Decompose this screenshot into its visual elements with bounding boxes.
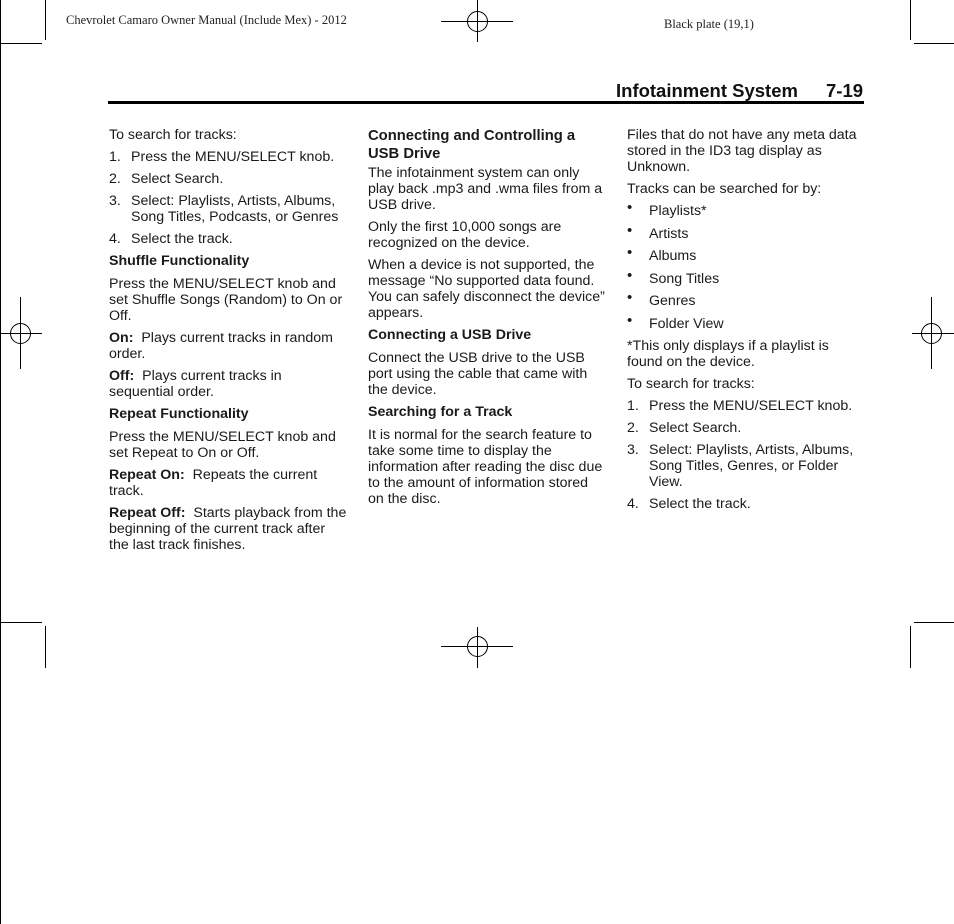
paragraph: The infotainment system can only play back .mp3 and .wma files from a USB drive. (368, 165, 603, 213)
column-3 (627, 127, 867, 518)
paragraph: Only the first 10,000 songs are recognized on the device. (368, 219, 562, 251)
search-steps (109, 149, 347, 247)
manual-title: Chevrolet Camaro Owner Manual (Include Mex) - 2012 (66, 13, 347, 27)
usb-heading: Connecting and Controlling a USB Drive (368, 128, 576, 162)
list-item: 1. Press the MENU/SELECT knob. (627, 398, 853, 414)
list-item: • Song Titles (627, 266, 720, 287)
shuffle-on: On: Plays current tracks in random order. (109, 330, 333, 362)
search-by-list (627, 199, 867, 332)
list-item: 3. Select: Playlists, Artists, Albums, Song Titles, Genres, or Folder View. (627, 442, 854, 490)
paragraph: When a device is not supported, the message “No supported data found. You can safely disconnect the device” appears. (368, 257, 605, 321)
list-item: 2. Select Search. (109, 171, 224, 187)
search-track-heading: Searching for a Track (368, 404, 513, 420)
list-item: • Playlists* (627, 199, 707, 219)
footnote: *This only displays if a playlist is found on the device. (627, 338, 829, 370)
search-intro: To search for tracks: (109, 127, 237, 143)
paragraph: Files that do not have any meta data stored in the ID3 tag display as Unknown. (627, 127, 857, 175)
bullet-icon: • (627, 199, 633, 216)
shuffle-heading: Shuffle Functionality (109, 253, 250, 269)
crop-mark (914, 622, 954, 623)
column-2 (368, 127, 606, 513)
list-item: 2. Select Search. (627, 420, 742, 436)
search-steps (627, 398, 867, 512)
bullet-icon: • (627, 289, 633, 306)
column-1 (109, 127, 347, 559)
crop-mark (910, 0, 911, 40)
shuffle-off: Off: Plays current tracks in sequential order. (109, 368, 282, 400)
crop-mark (914, 43, 954, 44)
crop-mark (0, 622, 42, 623)
paragraph: Connect the USB drive to the USB port using the cable that came with the device. (368, 350, 588, 398)
bullet-icon: • (627, 266, 633, 284)
repeat-on: Repeat On: Repeats the current track. (109, 467, 318, 499)
list-item: • Folder View (627, 311, 724, 332)
column-divider (0, 0, 1, 462)
repeat-off: Repeat Off: Starts playback from the beginning of the current track after the last track finishes. (109, 505, 347, 553)
crop-mark (45, 626, 46, 668)
bullet-icon: • (627, 244, 633, 261)
title-rule (108, 101, 864, 104)
list-item: • Albums (627, 244, 697, 264)
column-divider (0, 462, 1, 924)
bullet-icon: • (627, 311, 633, 329)
section-title: Infotainment System (616, 80, 798, 101)
paragraph: Tracks can be searched for by: (627, 181, 822, 197)
crop-mark (910, 626, 911, 668)
bullet-icon: • (627, 221, 633, 239)
list-item: 4. Select the track. (109, 231, 233, 247)
crop-mark (0, 43, 42, 44)
paragraph: It is normal for the search feature to take some time to display the information after reading the disc due to the amount of information stored on the disc. (368, 427, 603, 507)
list-item: • Artists (627, 221, 689, 242)
connect-usb-heading: Connecting a USB Drive (368, 327, 532, 343)
plate-label: Black plate (19,1) (664, 17, 754, 31)
search-intro: To search for tracks: (627, 376, 755, 392)
page-number: 7-19 (826, 80, 864, 101)
list-item: 3. Select: Playlists, Artists, Albums, Song Titles, Podcasts, or Genres (109, 193, 339, 225)
crop-mark (45, 0, 46, 40)
repeat-text: Press the MENU/SELECT knob and set Repeat to On or Off. (109, 429, 336, 461)
list-item: • Genres (627, 289, 696, 309)
shuffle-text: Press the MENU/SELECT knob and set Shuffle Songs (Random) to On or Off. (109, 276, 343, 324)
repeat-heading: Repeat Functionality (109, 406, 249, 422)
list-item: 1. Press the MENU/SELECT knob. (109, 149, 335, 165)
list-item: 4. Select the track. (627, 496, 751, 512)
